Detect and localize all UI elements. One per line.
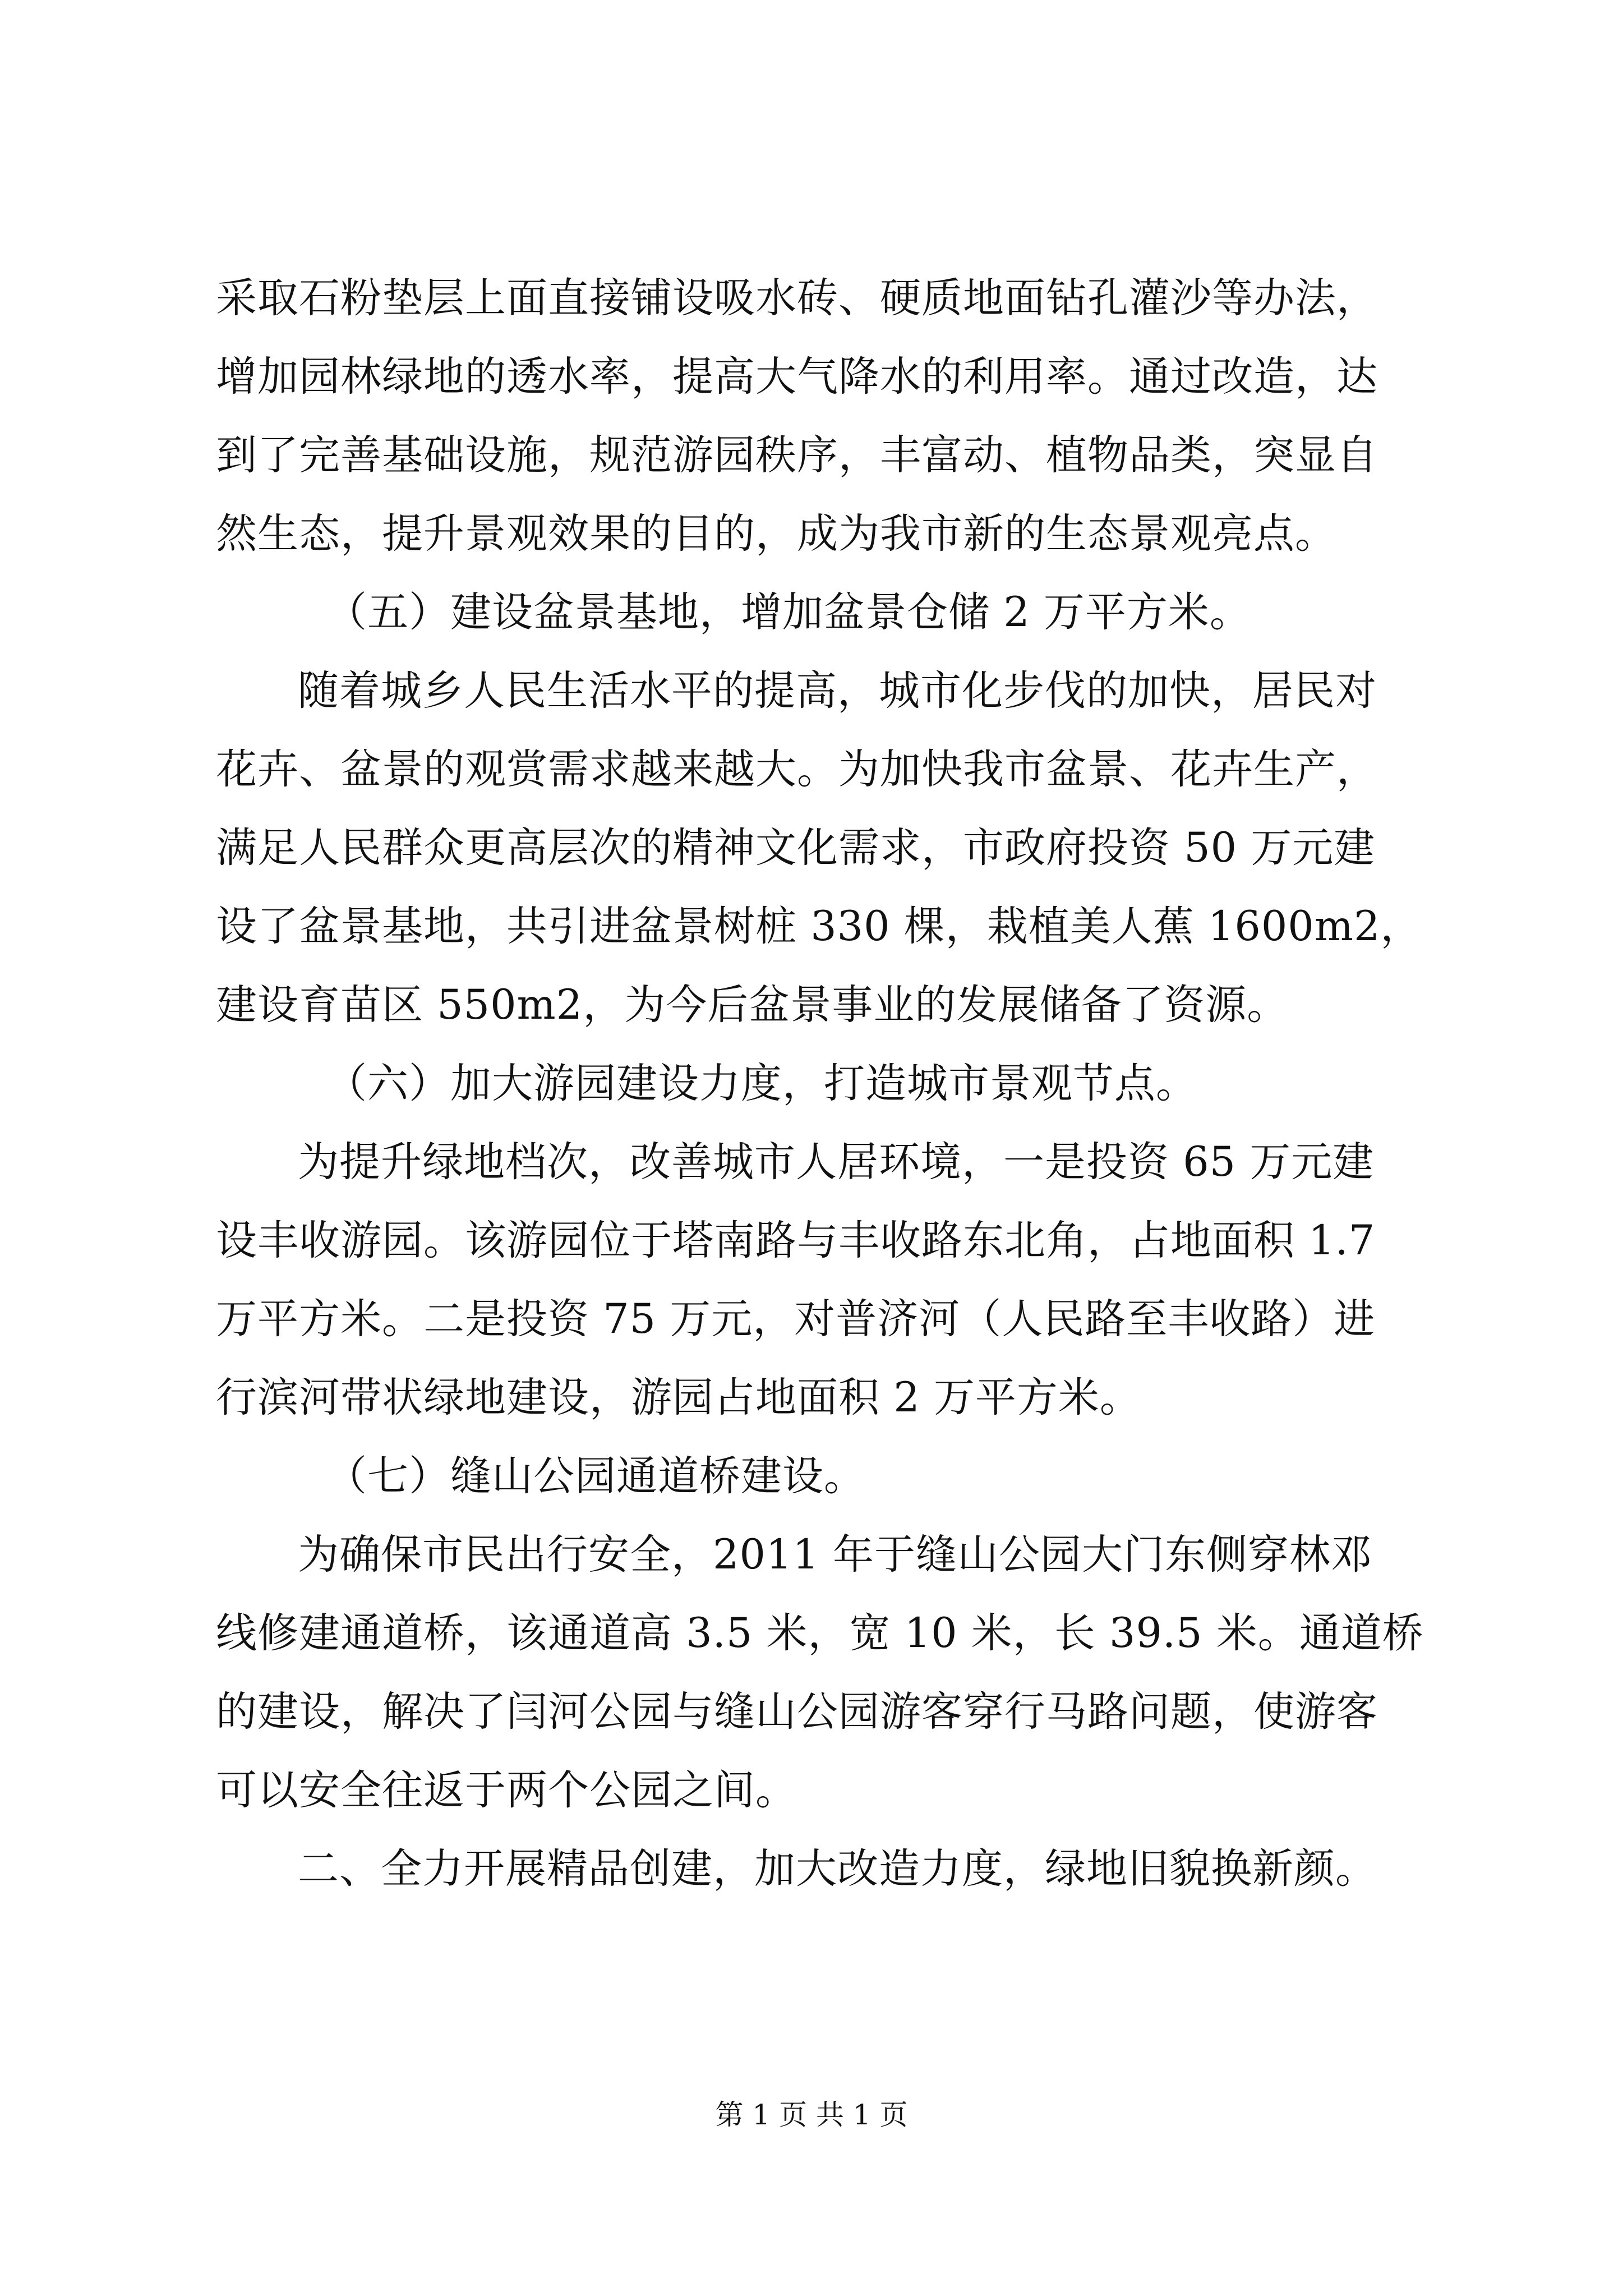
document-body <box>216 259 1427 1908</box>
page-footer: 第 1 页 共 1 页 <box>715 2099 908 2131</box>
paragraph-line: 到了完善基础设施，规范游园秩序，丰富动、植物品类，突显自 <box>216 431 1378 479</box>
paragraph-line: 可以安全往返于两个公园之间。 <box>216 1766 797 1814</box>
paragraph-line: 满足人民群众更高层次的精神文化需求，市政府投资 50 万元建 <box>216 824 1376 872</box>
paragraph-line: （五）建设盆景基地，增加盆景仓储 2 万平方米。 <box>326 588 1251 636</box>
paragraph-line: 二、全力开展精品创建，加大改造力度，绿地旧貌换新颜。 <box>298 1845 1377 1893</box>
paragraph-line: 行滨河带状绿地建设，游园占地面积 2 万平方米。 <box>216 1374 1141 1421</box>
paragraph-line: 随着城乡人民生活水平的提高，城市化步伐的加快，居民对 <box>298 667 1377 715</box>
paragraph-line: 为确保市民出行安全，2011 年于缝山公园大门东侧穿林邓 <box>298 1531 1372 1579</box>
paragraph-line: 万平方米。二是投资 75 万元，对普济河（人民路至丰收路）进 <box>216 1295 1376 1343</box>
paragraph-line: 增加园林绿地的透水率，提高大气降水的利用率。通过改造，达 <box>216 353 1378 401</box>
paragraph-line: （六）加大游园建设力度，打造城市景观节点。 <box>326 1060 1197 1107</box>
paragraph-line: 建设育苗区 550m2，为今后盆景事业的发展储备了资源。 <box>216 981 1289 1029</box>
paragraph-line: 设了盆景基地，共引进盆景树桩 330 棵，栽植美人蕉 1600m2， <box>216 903 1422 950</box>
paragraph-line: 线修建通道桥，该通道高 3.5 米，宽 10 米，长 39.5 米。通道桥 <box>216 1609 1424 1657</box>
paragraph-line: 然生态，提升景观效果的目的，成为我市新的生态景观亮点。 <box>216 510 1336 558</box>
paragraph-line: 设丰收游园。该游园位于塔南路与丰收路东北角，占地面积 1.7 <box>216 1217 1376 1264</box>
paragraph-line: 的建设，解决了闫河公园与缝山公园游客穿行马路问题，使游客 <box>216 1688 1378 1736</box>
paragraph-line: 为提升绿地档次，改善城市人居环境，一是投资 65 万元建 <box>298 1138 1375 1186</box>
paragraph-line: 采取石粉垫层上面直接铺设吸水砖、硬质地面钻孔灌沙等办法， <box>216 274 1378 322</box>
paragraph-line: （七）缝山公园通道桥建设。 <box>326 1452 865 1500</box>
paragraph-line: 花卉、盆景的观赏需求越来越大。为加快我市盆景、花卉生产， <box>216 746 1378 793</box>
